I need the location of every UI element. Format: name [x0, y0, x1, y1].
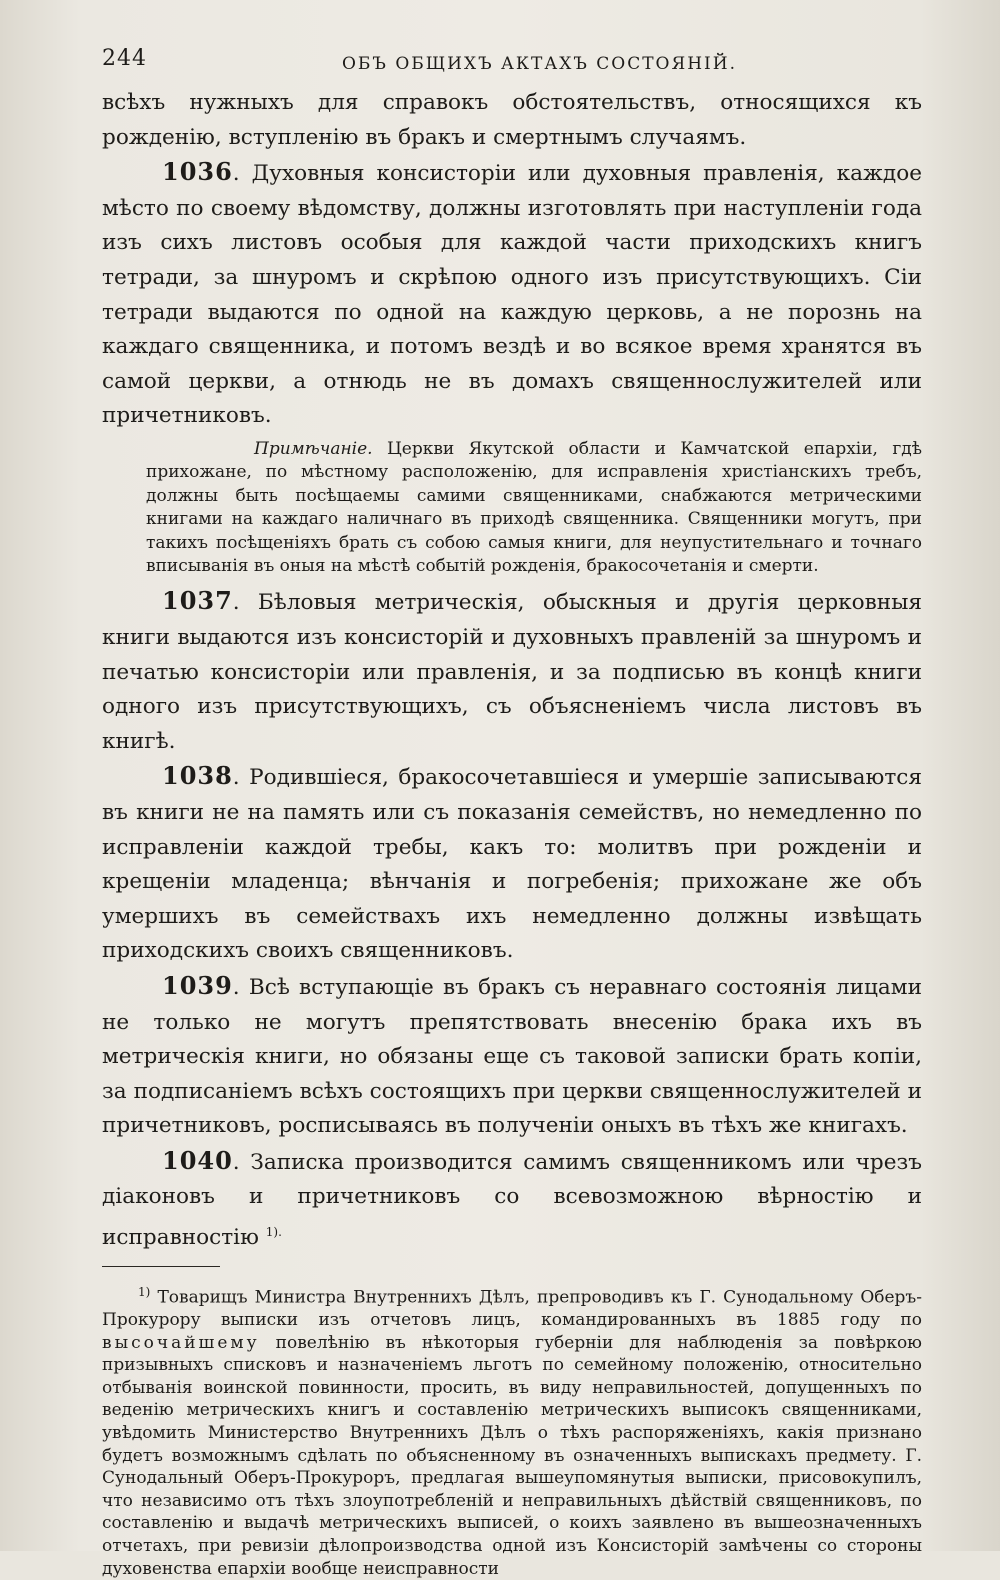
article-number: 1037: [162, 586, 233, 616]
article-text: . Бѣловыя метрическія, обыскныя и другія церковныя книги выдаются изъ консисторій и духовныхъ правленій за шнуромъ и печатью консисторіи или правленія, и за подписью въ концѣ книги одного изъ присутствующихъ, съ объясненіемъ числа листовъ въ книгѣ.: [102, 590, 922, 754]
article-number: 1039: [162, 970, 233, 1000]
note-text: Церкви Якутской области и Камчатской епархіи, гдѣ прихожане, по мѣстному расположенію, для исправленія христіанскихъ требъ, должны быть посѣщаемы самими священниками, снабжаются метрическими книгами на каждаго наличнаго въ приходѣ священника. Священники могутъ, при такихъ посѣщеніяхъ брать съ собою самыя книги, для неупустительнаго и точнаго вписыванія въ оныя на мѣстѣ событій рожденія, бракосочетанія и смерти.: [146, 438, 922, 576]
footnote-spaced-word: высочайшему: [102, 1332, 260, 1353]
article-number: 1040: [162, 1145, 233, 1175]
article-1039: [102, 969, 922, 1144]
main-text: [102, 86, 922, 1256]
note-label: Примѣчаніе.: [254, 438, 373, 459]
article-1040: [102, 1144, 922, 1256]
page-number: 244: [102, 46, 147, 71]
article-1036: [102, 155, 922, 434]
footnote: [102, 1281, 922, 1580]
note-paragraph: [146, 438, 922, 578]
article-number: 1038: [162, 761, 233, 791]
article-text: . Всѣ вступающіе въ бракъ съ неравнаго состоянія лицами не только не могутъ препятствовать внесенію брака ихъ въ метрическія книги, но обязаны еще съ таковой записки брать копіи, за подписаніемъ всѣхъ состоящихъ при церкви священнослужителей и причетниковъ, росписываясь въ полученіи оныхъ въ тѣхъ же книгахъ.: [102, 974, 922, 1139]
footnote-marker: 1): [138, 1284, 151, 1299]
article-1038: [102, 759, 922, 969]
page-header: [102, 42, 922, 86]
footnote-text-continued: повелѣнію въ нѣкоторыя губерніи для наблюденія за повѣркою призывныхъ списковъ и назначеніемъ льготъ по семейному положенію, относительно отбыванія воинской повинности, просить, въ виду неправильностей, допущенныхъ по веденію метрическихъ книгъ и составленію метрическихъ выписокъ священниками, увѣдомить Министерство Внутреннихъ Дѣлъ о тѣхъ распоряженіяхъ, какія признано будетъ возможнымъ сдѣлать по объясненному въ означенныхъ выпискахъ предмету. Г. Сунодальный Оберъ-Прокуроръ, предлагая вышеупомянутыя выписки, присовокупилъ, что независимо отъ тѣхъ злоупотребленій и неправильныхъ дѣйствій священниковъ, по составленію и выдачѣ метрическихъ выписей, о коихъ заявлено въ вышеозначенныхъ отчетахъ, при ревизіи дѣлопроизводства одной изъ Консисторій замѣчены со стороны духовенства епархіи вообще неисправности: [102, 1332, 922, 1579]
running-head: ОБЪ ОБЩИХЪ АКТАХЪ СОСТОЯНІЙ.: [342, 54, 737, 74]
article-1037: [102, 584, 922, 759]
footnote-separator: [102, 1266, 220, 1267]
article-number: 1036: [162, 157, 233, 187]
footnote-reference: 1).: [265, 1225, 282, 1240]
intro-paragraph: всѣхъ нужныхъ для справокъ обстоятельствъ, относящихся къ рожденію, вступленію въ бракъ и смертнымъ случаямъ.: [102, 90, 922, 150]
article-text: . Духовныя консисторіи или духовныя правленія, каждое мѣсто по своему вѣдомству, должны изготовлять при наступленіи года изъ сихъ листовъ особыя для каждой части приходскихъ книгъ тетради, за шнуромъ и скрѣпою одного изъ присутствующихъ. Сіи тетради выдаются по одной на каждую церковь, а не порознь на каждаго священника, и потомъ вездѣ и во всякое время хранятся въ самой церкви, а отнюдь не въ домахъ священнослужителей или причетниковъ.: [102, 161, 922, 429]
footnote-text: Товарищъ Министра Внутреннихъ Дѣлъ, препроводивъ къ Г. Сунодальному Оберъ-Прокурору выписки изъ отчетовъ лицъ, командированныхъ въ 1885 году по: [102, 1287, 922, 1331]
article-text: . Записка производится самимъ священникомъ или чрезъ діаконовъ и причетниковъ со всевозможною вѣрностію и исправностію: [102, 1149, 922, 1251]
article-text: . Родившіеся, бракосочетавшіеся и умершіе записываются въ книги не на память или съ показанія семействъ, но немедленно по исправленіи каждой требы, какъ то: молитвъ при рожденіи и крещеніи младенца; вѣнчанія и погребенія; прихожане же объ умершихъ въ семействахъ ихъ немедленно должны извѣщать приходскихъ своихъ священниковъ.: [102, 765, 922, 964]
